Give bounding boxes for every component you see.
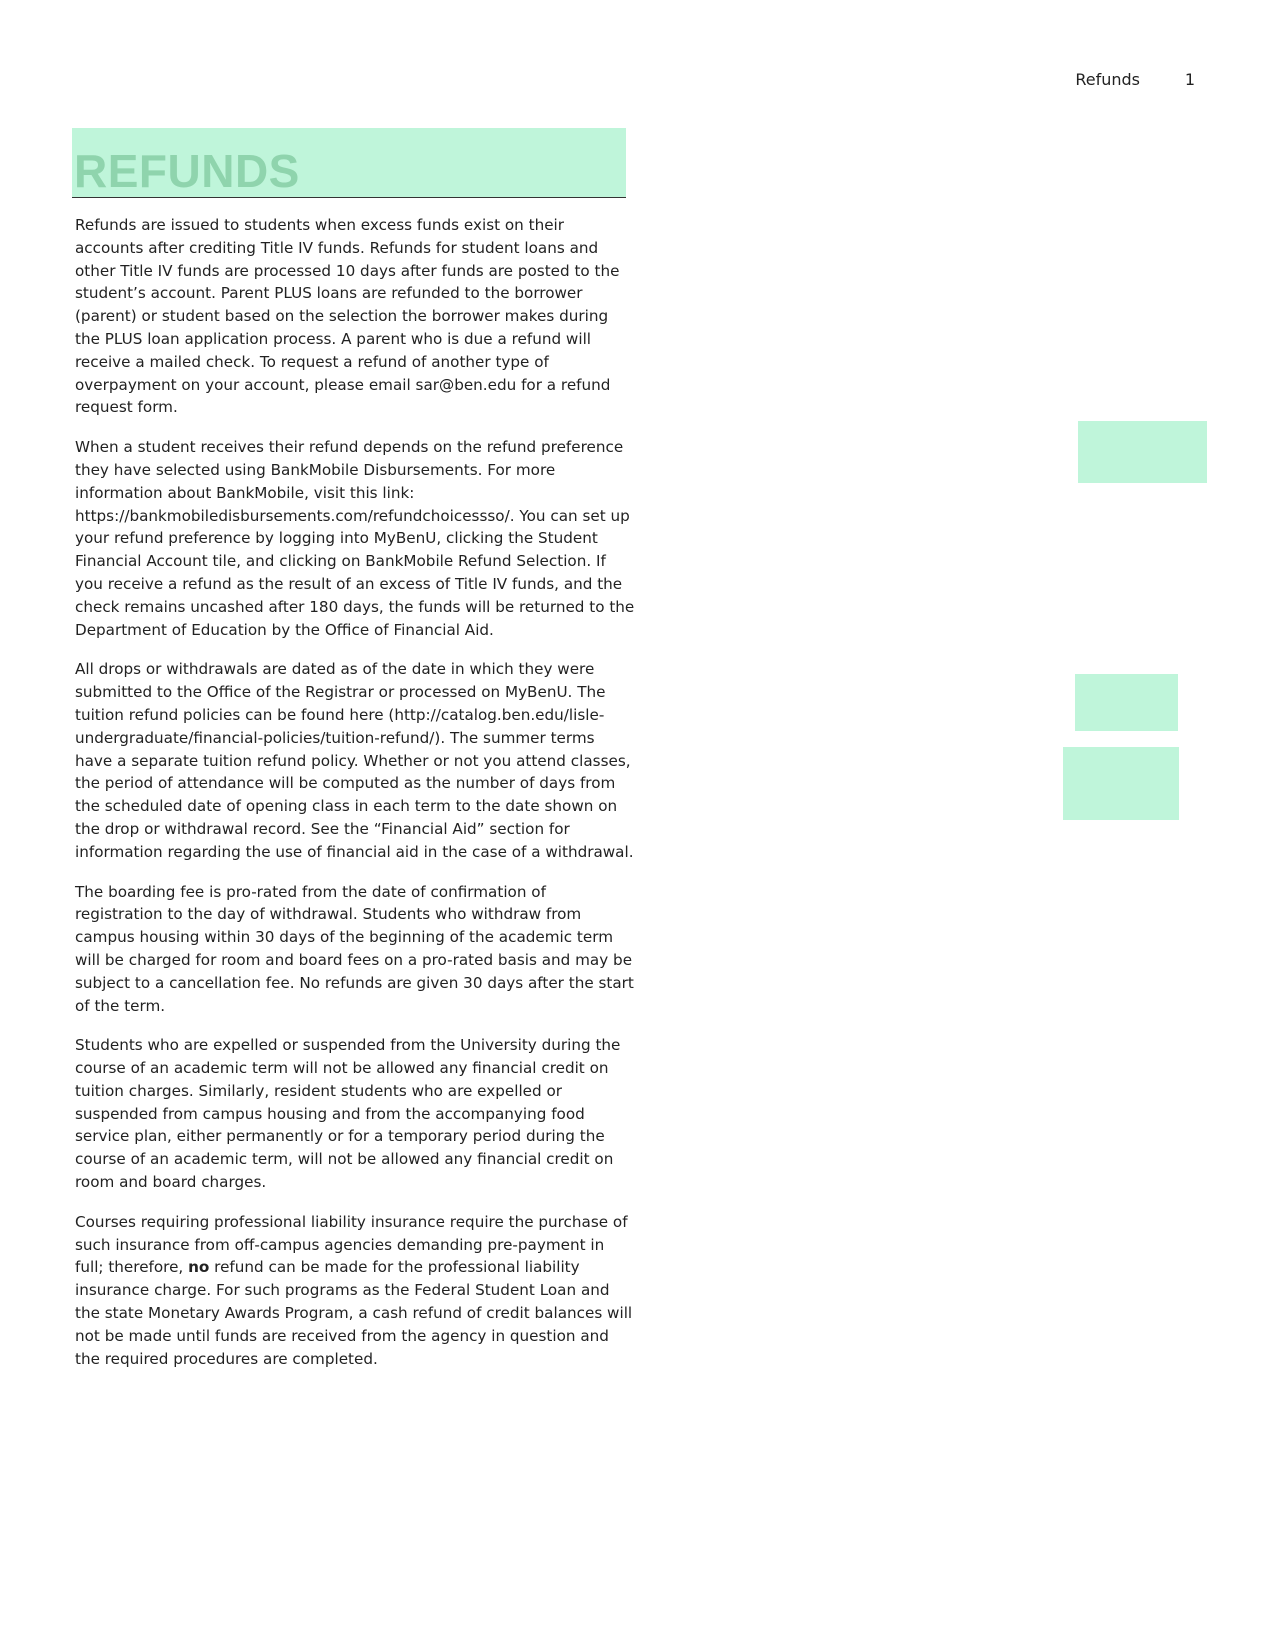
paragraph-drops-withdrawals: All drops or withdrawals are dated as of the date in which they were submitted to the Office of the Registrar or processed on MyBenU. The tuition refund policies can be found here (http://catalog.ben.edu/lisle-undergraduate/financial-policies/tuition-refund/). The summer terms have a separate tuition refund policy. Whether or not you attend classes, the period of attendance will be computed as the number of days from the scheduled date of opening class in each term to the date shown on the drop or withdrawal record. See the “Financial Aid” section for information regarding the use of financial aid in the case of a withdrawal. [75,660,634,861]
running-header [0,70,1275,94]
page-title: REFUNDS [74,145,300,197]
margin-highlight-block [1078,421,1207,483]
paragraph-refund-issuance: Refunds are issued to students when excess funds exist on their accounts after crediting Title IV funds. Refunds for student loans and other Title IV funds are processed 10 days after funds are posted to the student’s account. Parent PLUS loans are refunded to the borrower (parent) or student based on the selection the borrower makes during the PLUS loan application process. A parent who is due a refund will receive a mailed check. To request a refund of another type of overpayment on your account, please email sar@ben.edu for a refund request form. [75,216,620,417]
liability-text-after: refund can be made for the professional liability insurance charge. For such programs as the Federal Student Loan and the state Monetary Awards Program, a cash refund of credit balances will not be made until funds are received from the agency in question and the required procedures are completed. [75,1258,633,1368]
page-number: 1 [1184,70,1195,89]
margin-highlight-block [1075,674,1178,731]
running-title: Refunds [1075,70,1140,89]
paragraph-refund-preference: When a student receives their refund depends on the refund preference they have selected using BankMobile Disbursements. For more information about BankMobile, visit this link: https://bankmobiledisbursements.com/refundchoicessso/. You can set up your refund preference by logging into MyBenU, clicking the Student Financial Account tile, and clicking on BankMobile Refund Selection. If you receive a refund as the result of an excess of Title IV funds, and the check remains uncashed after 180 days, the funds will be returned to the Department of Education by the Office of Financial Aid. [75,438,635,639]
margin-highlight-block [1063,747,1179,820]
paragraph-liability-insurance [75,1211,635,1371]
liability-text-before: Courses requiring professional liability insurance require the purchase of such insurance from off-campus agencies demanding pre-payment in full; therefore, [75,1212,628,1277]
title-banner [72,128,626,198]
paragraph-expulsion: Students who are expelled or suspended from the University during the course of an academic term will not be allowed any financial credit on tuition charges. Similarly, resident students who are expelled or suspended from campus housing and from the accompanying food service plan, either permanently or for a temporary period during the course of an academic term, will not be allowed any financial credit on room and board charges. [75,1036,621,1192]
paragraph-boarding-fee: The boarding fee is pro-rated from the date of confirmation of registration to the day of withdrawal. Students who withdraw from campus housing within 30 days of the beginning of the academic term will be charged for room and board fees on a pro-rated basis and may be subject to a cancellation fee. No refunds are given 30 days after the start of the term. [75,882,634,1015]
body-content [75,214,635,1387]
liability-text-bold: no [188,1258,210,1277]
